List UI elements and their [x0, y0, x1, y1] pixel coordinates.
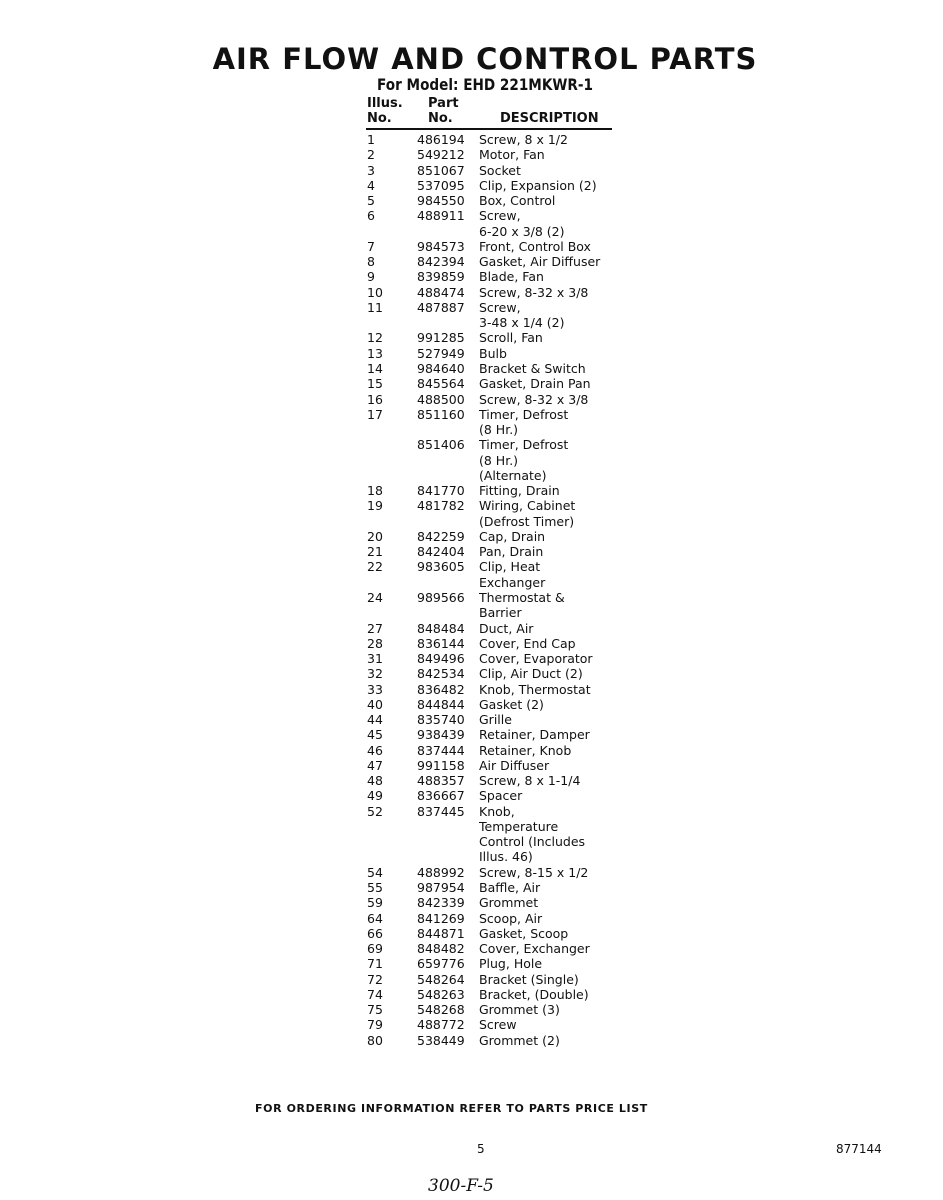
table-row-line	[366, 224, 626, 239]
table-row	[366, 682, 626, 697]
table-row	[366, 621, 626, 636]
part-description: Baffle, Air	[479, 880, 541, 896]
part-number: 844844	[417, 696, 465, 712]
header-part-line1: Part	[428, 96, 459, 111]
part-description: Motor, Fan	[479, 147, 545, 163]
table-row-line	[366, 453, 626, 468]
table-row-line	[366, 911, 626, 926]
table-row-line	[366, 422, 626, 437]
table-row-line	[366, 407, 626, 422]
part-description: Fitting, Drain	[479, 483, 560, 499]
part-number: 538449	[417, 1032, 465, 1048]
table-row	[366, 178, 626, 193]
table-row	[366, 300, 626, 331]
part-description: Wiring, Cabinet	[479, 498, 576, 514]
table-row	[366, 666, 626, 681]
part-description: (8 Hr.)	[479, 452, 519, 468]
illus-number: 15	[367, 376, 383, 392]
part-number: 488500	[417, 391, 465, 407]
illus-number: 52	[367, 803, 383, 819]
table-row	[366, 498, 626, 529]
table-row	[366, 132, 626, 147]
table-row	[366, 773, 626, 788]
part-description: Duct, Air	[479, 620, 534, 636]
illus-number: 47	[367, 757, 383, 773]
part-description: Screw	[479, 1017, 517, 1033]
illus-number: 7	[367, 238, 375, 254]
table-row-line	[366, 804, 626, 819]
table-row-line	[366, 392, 626, 407]
table-row-line	[366, 636, 626, 651]
table-row-line	[366, 514, 626, 529]
illus-number: 71	[367, 956, 383, 972]
table-row-line	[366, 254, 626, 269]
part-description: Screw, 8-32 x 3/8	[479, 284, 589, 300]
table-row-line	[366, 880, 626, 895]
part-number: 984573	[417, 238, 465, 254]
part-description: Screw, 8-15 x 1/2	[479, 864, 589, 880]
illus-number: 69	[367, 941, 383, 957]
part-number: 841269	[417, 910, 465, 926]
part-description: 6-20 x 3/8 (2)	[479, 223, 565, 239]
illus-number: 22	[367, 559, 383, 575]
table-row	[366, 926, 626, 941]
table-row	[366, 559, 626, 590]
header-illus-line2: No.	[367, 111, 392, 126]
illus-number: 79	[367, 1017, 383, 1033]
table-row	[366, 437, 626, 483]
part-number: 842339	[417, 895, 465, 911]
part-number: 835740	[417, 712, 465, 728]
part-number: 842394	[417, 254, 465, 270]
illus-number: 14	[367, 360, 383, 376]
part-description: Spacer	[479, 788, 523, 804]
table-row-line	[366, 178, 626, 193]
part-number: 527949	[417, 345, 465, 361]
illus-number: 64	[367, 910, 383, 926]
part-number: 848484	[417, 620, 465, 636]
part-description: Pan, Drain	[479, 544, 544, 560]
illus-number: 24	[367, 589, 383, 605]
part-description: Knob, Thermostat	[479, 681, 591, 697]
illus-number: 44	[367, 712, 383, 728]
table-row	[366, 208, 626, 239]
part-description: Front, Control Box	[479, 238, 591, 254]
page-number: 5	[477, 1142, 485, 1156]
part-number: 836482	[417, 681, 465, 697]
table-row	[366, 392, 626, 407]
table-row	[366, 788, 626, 803]
part-description: Timer, Defrost	[479, 437, 569, 453]
illus-number: 8	[367, 254, 375, 270]
table-row	[366, 239, 626, 254]
table-row-line	[366, 697, 626, 712]
part-description: Illus. 46)	[479, 849, 533, 865]
part-number: 984640	[417, 360, 465, 376]
part-description: Grille	[479, 712, 512, 728]
part-number: 488992	[417, 864, 465, 880]
part-description: 3-48 x 1/4 (2)	[479, 315, 565, 331]
part-description: Screw,	[479, 208, 521, 224]
part-number: 991285	[417, 330, 465, 346]
table-row	[366, 895, 626, 910]
part-number: 836144	[417, 635, 465, 651]
part-number: 987954	[417, 880, 465, 896]
illus-number: 46	[367, 742, 383, 758]
model-subtitle: For Model: EHD 221MKWR-1	[377, 75, 593, 94]
part-description: Grommet (3)	[479, 1002, 560, 1018]
table-row	[366, 1002, 626, 1017]
table-row-line	[366, 1017, 626, 1032]
table-row	[366, 880, 626, 895]
part-number: 839859	[417, 269, 465, 285]
part-number: 836667	[417, 788, 465, 804]
part-number: 487887	[417, 299, 465, 315]
illus-number: 27	[367, 620, 383, 636]
part-number: 849496	[417, 651, 465, 667]
header-illus	[367, 96, 403, 126]
table-row-line	[366, 651, 626, 666]
table-row	[366, 956, 626, 971]
table-row	[366, 193, 626, 208]
illus-number: 10	[367, 284, 383, 300]
table-row-line	[366, 819, 626, 834]
part-description: Screw, 8 x 1-1/4	[479, 773, 581, 789]
part-number: 984550	[417, 193, 465, 209]
table-row-line	[366, 758, 626, 773]
illus-number: 45	[367, 727, 383, 743]
table-row-line	[366, 437, 626, 452]
page-title: AIR FLOW AND CONTROL PARTS	[212, 42, 758, 76]
part-description: Bracket (Single)	[479, 971, 579, 987]
table-row-line	[366, 300, 626, 315]
table-row	[366, 636, 626, 651]
part-number: 842534	[417, 666, 465, 682]
table-row-line	[366, 575, 626, 590]
table-row-line	[366, 239, 626, 254]
illus-number: 33	[367, 681, 383, 697]
handwritten-note: 300-F-5	[428, 1176, 494, 1196]
part-number: 548264	[417, 971, 465, 987]
illus-number: 17	[367, 406, 383, 422]
part-description: Temperature	[479, 818, 559, 834]
illus-number: 2	[367, 147, 375, 163]
part-number: 488357	[417, 773, 465, 789]
part-description: Clip, Expansion (2)	[479, 177, 597, 193]
table-row	[366, 1017, 626, 1032]
part-number: 851160	[417, 406, 465, 422]
part-number: 845564	[417, 376, 465, 392]
table-row-line	[366, 666, 626, 681]
part-description: Clip, Heat	[479, 559, 541, 575]
part-number: 844871	[417, 925, 465, 941]
illus-number: 1	[367, 132, 375, 147]
part-description: Grommet (2)	[479, 1032, 560, 1048]
table-row	[366, 1033, 626, 1048]
table-row	[366, 483, 626, 498]
part-number: 983605	[417, 559, 465, 575]
table-row-line	[366, 941, 626, 956]
part-description: Screw, 8-32 x 3/8	[479, 391, 589, 407]
table-row	[366, 865, 626, 880]
illus-number: 31	[367, 651, 383, 667]
part-number: 837445	[417, 803, 465, 819]
part-description: Clip, Air Duct (2)	[479, 666, 583, 682]
part-number: 481782	[417, 498, 465, 514]
illus-number: 18	[367, 483, 383, 499]
table-row	[366, 544, 626, 559]
illus-number: 11	[367, 299, 383, 315]
part-description: Scroll, Fan	[479, 330, 543, 346]
table-row	[366, 712, 626, 727]
part-description: Gasket, Scoop	[479, 925, 569, 941]
part-number: 537095	[417, 177, 465, 193]
table-row-line	[366, 682, 626, 697]
table-row-line	[366, 468, 626, 483]
table-row	[366, 254, 626, 269]
part-number: 851406	[417, 437, 465, 453]
part-description: Retainer, Damper	[479, 727, 590, 743]
illus-number: 59	[367, 895, 383, 911]
part-description: Air Diffuser	[479, 757, 550, 773]
part-description: Control (Includes	[479, 834, 586, 850]
table-row-line	[366, 1002, 626, 1017]
table-row-line	[366, 727, 626, 742]
table-row-line	[366, 621, 626, 636]
part-number: 848482	[417, 941, 465, 957]
header-description: DESCRIPTION	[500, 111, 599, 126]
table-row-line	[366, 605, 626, 620]
header-illus-line1: Illus.	[367, 96, 403, 111]
part-number: 842259	[417, 528, 465, 544]
table-row-line	[366, 346, 626, 361]
part-number: 486194	[417, 132, 465, 147]
table-row-line	[366, 972, 626, 987]
illus-number: 13	[367, 345, 383, 361]
table-row	[366, 529, 626, 544]
part-number: 851067	[417, 162, 465, 178]
table-row-line	[366, 559, 626, 574]
table-row	[366, 346, 626, 361]
part-description: Cover, Evaporator	[479, 651, 593, 667]
table-row	[366, 163, 626, 178]
part-description: Bulb	[479, 345, 507, 361]
part-description: Gasket, Drain Pan	[479, 376, 591, 392]
part-number: 991158	[417, 757, 465, 773]
table-row-line	[366, 529, 626, 544]
table-row-line	[366, 208, 626, 223]
header-part	[428, 96, 459, 126]
table-row-line	[366, 315, 626, 330]
table-row-line	[366, 330, 626, 345]
part-description: Gasket, Air Diffuser	[479, 254, 601, 270]
table-row-line	[366, 1033, 626, 1048]
part-description: Scoop, Air	[479, 910, 543, 926]
table-row-line	[366, 895, 626, 910]
illus-number: 20	[367, 528, 383, 544]
table-row-line	[366, 743, 626, 758]
illus-number: 4	[367, 177, 375, 193]
part-number: 488474	[417, 284, 465, 300]
illus-number: 9	[367, 269, 375, 285]
part-number: 548263	[417, 986, 465, 1002]
ordering-note: FOR ORDERING INFORMATION REFER TO PARTS PRICE LIST	[255, 1102, 648, 1115]
illus-number: 6	[367, 208, 375, 224]
table-row-line	[366, 849, 626, 864]
table-row-line	[366, 361, 626, 376]
part-number: 938439	[417, 727, 465, 743]
part-description: Blade, Fan	[479, 269, 544, 285]
table-row	[366, 330, 626, 345]
table-row	[366, 651, 626, 666]
illus-number: 48	[367, 773, 383, 789]
part-description: Timer, Defrost	[479, 406, 569, 422]
illus-number: 40	[367, 696, 383, 712]
illus-number: 66	[367, 925, 383, 941]
table-row-line	[366, 773, 626, 788]
part-description: Knob,	[479, 803, 515, 819]
table-row	[366, 269, 626, 284]
part-description: (8 Hr.)	[479, 422, 519, 438]
part-description: (Alternate)	[479, 467, 547, 483]
table-row-line	[366, 483, 626, 498]
table-row	[366, 697, 626, 712]
parts-table	[366, 132, 626, 1048]
table-row	[366, 941, 626, 956]
illus-number: 49	[367, 788, 383, 804]
table-row-line	[366, 193, 626, 208]
table-row-line	[366, 834, 626, 849]
illus-number: 12	[367, 330, 383, 346]
table-row-line	[366, 788, 626, 803]
illus-number: 32	[367, 666, 383, 682]
illus-number: 75	[367, 1002, 383, 1018]
part-description: Exchanger	[479, 574, 546, 590]
part-description: Barrier	[479, 605, 522, 621]
part-number: 488772	[417, 1017, 465, 1033]
part-description: Thermostat &	[479, 589, 565, 605]
illus-number: 55	[367, 880, 383, 896]
table-row	[366, 804, 626, 865]
part-number: 989566	[417, 589, 465, 605]
part-number: 549212	[417, 147, 465, 163]
illus-number: 3	[367, 162, 375, 178]
part-description: Screw,	[479, 299, 521, 315]
illus-number: 5	[367, 193, 375, 209]
part-number: 548268	[417, 1002, 465, 1018]
illus-number: 16	[367, 391, 383, 407]
table-row	[366, 285, 626, 300]
table-row-line	[366, 147, 626, 162]
part-description: Bracket & Switch	[479, 360, 586, 376]
part-number: 842404	[417, 544, 465, 560]
part-description: Socket	[479, 162, 521, 178]
table-row-line	[366, 865, 626, 880]
table-row-line	[366, 987, 626, 1002]
part-description: Screw, 8 x 1/2	[479, 132, 568, 147]
illus-number: 54	[367, 864, 383, 880]
table-row	[366, 361, 626, 376]
illus-number: 74	[367, 986, 383, 1002]
illus-number: 80	[367, 1032, 383, 1048]
part-number: 488911	[417, 208, 465, 224]
header-part-line2: No.	[428, 111, 453, 126]
part-description: Box, Control	[479, 193, 556, 209]
illus-number: 19	[367, 498, 383, 514]
table-row	[366, 147, 626, 162]
part-description: Cover, End Cap	[479, 635, 576, 651]
table-row-line	[366, 285, 626, 300]
table-row-line	[366, 498, 626, 513]
table-row-line	[366, 544, 626, 559]
part-description: (Defrost Timer)	[479, 513, 575, 529]
part-number: 659776	[417, 956, 465, 972]
table-row	[366, 727, 626, 742]
table-row	[366, 743, 626, 758]
part-number: 837444	[417, 742, 465, 758]
table-row	[366, 911, 626, 926]
document-number: 877144	[836, 1142, 882, 1156]
table-row	[366, 407, 626, 438]
header-rule	[366, 128, 612, 130]
table-row-line	[366, 926, 626, 941]
table-row-line	[366, 163, 626, 178]
illus-number: 72	[367, 971, 383, 987]
table-row-line	[366, 956, 626, 971]
table-row	[366, 972, 626, 987]
table-row	[366, 590, 626, 621]
table-row-line	[366, 590, 626, 605]
table-row-line	[366, 376, 626, 391]
part-description: Gasket (2)	[479, 696, 544, 712]
part-description: Bracket, (Double)	[479, 986, 589, 1002]
table-row-line	[366, 712, 626, 727]
part-number: 841770	[417, 483, 465, 499]
illus-number: 28	[367, 635, 383, 651]
table-row	[366, 376, 626, 391]
illus-number: 21	[367, 544, 383, 560]
part-description: Plug, Hole	[479, 956, 543, 972]
table-row-line	[366, 269, 626, 284]
part-description: Retainer, Knob	[479, 742, 572, 758]
part-description: Grommet	[479, 895, 539, 911]
table-row-line	[366, 132, 626, 147]
part-description: Cap, Drain	[479, 528, 546, 544]
part-description: Cover, Exchanger	[479, 941, 590, 957]
table-row	[366, 987, 626, 1002]
table-row	[366, 758, 626, 773]
